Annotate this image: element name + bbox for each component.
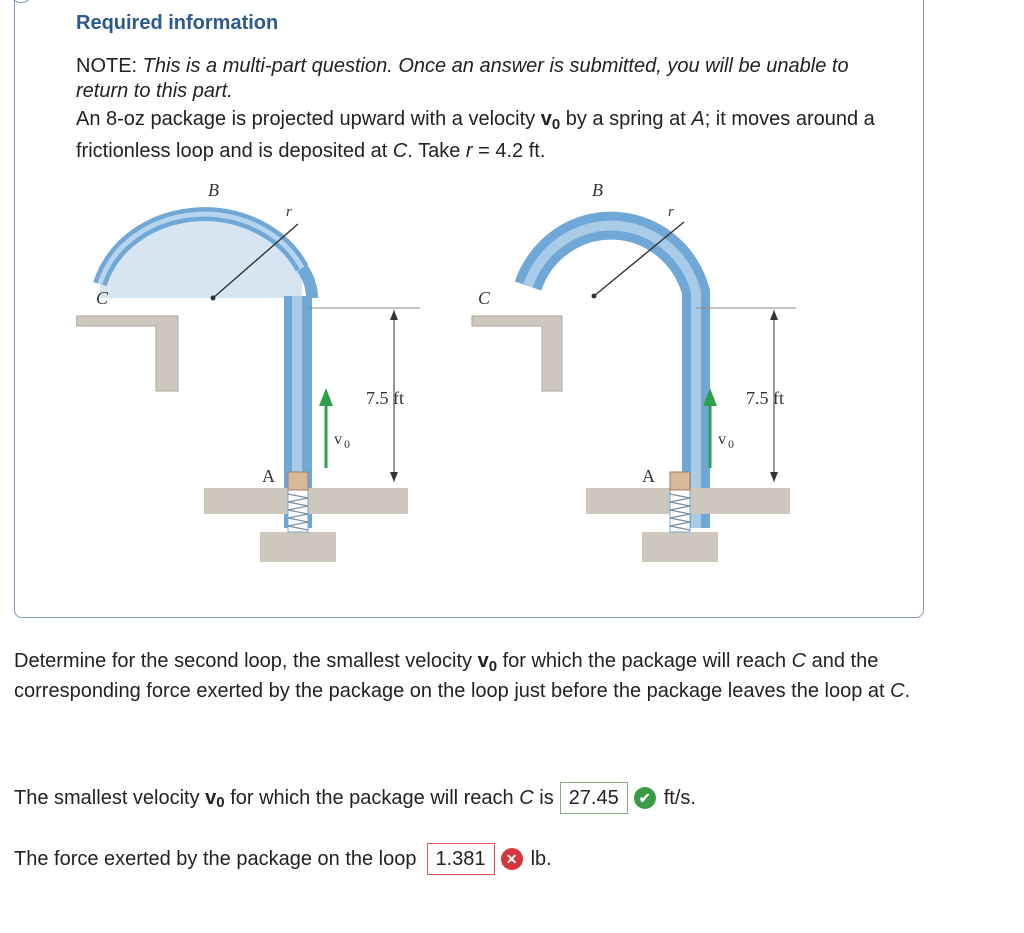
note-italic: This is a multi-part question. Once an answer is submitted, you will be unable to return to this part. xyxy=(76,55,849,102)
question-point-c-2: C xyxy=(890,680,905,702)
second-label-v: v xyxy=(718,431,726,448)
label-v: v xyxy=(334,431,342,448)
height-label: 7.5 ft xyxy=(366,388,404,408)
second-label-c: C xyxy=(478,288,491,308)
problem-text-4: . Take xyxy=(407,140,466,162)
collapse-circle-icon xyxy=(9,0,33,3)
ledge-c xyxy=(76,316,178,391)
second-base xyxy=(642,532,718,562)
velocity-subscript: 0 xyxy=(551,116,561,133)
second-loop-diagram xyxy=(472,180,796,562)
note-text xyxy=(76,54,876,104)
problem-statement xyxy=(76,104,896,167)
force-prompt: The force exerted by the package on the loop xyxy=(14,847,417,870)
second-package xyxy=(670,472,690,490)
problem-text-5: = 4.2 ft. xyxy=(472,140,546,162)
note-prefix: NOTE: xyxy=(76,55,143,77)
second-label-v-sub: 0 xyxy=(728,437,734,451)
answer-velocity-symbol: v xyxy=(205,786,217,809)
answer-point-c: C xyxy=(519,786,534,809)
force-unit: lb. xyxy=(530,847,552,870)
question-point-c: C xyxy=(791,650,807,672)
point-a: A xyxy=(691,108,705,130)
second-label-b: B xyxy=(592,180,603,200)
question-velocity-symbol: v xyxy=(477,650,489,672)
question-text-2: for which the package will reach xyxy=(497,650,792,672)
problem-text-1: An 8-oz package is projected upward with a velocity xyxy=(76,108,541,130)
question-text-4: . xyxy=(904,680,911,702)
velocity-answer-field[interactable]: 27.45 xyxy=(560,782,628,814)
second-ledge-c xyxy=(472,316,562,391)
velocity-unit: ft/s. xyxy=(663,786,696,809)
second-height-label: 7.5 ft xyxy=(746,388,784,408)
label-c: C xyxy=(96,288,109,308)
velocity-prompt-2: for which the package will reach xyxy=(224,786,520,809)
velocity-prompt-3: is xyxy=(533,786,554,809)
answer-velocity-subscript: 0 xyxy=(216,793,225,811)
second-label-r: r xyxy=(668,204,674,220)
loop-figure xyxy=(76,176,836,568)
first-loop-diagram xyxy=(76,180,420,562)
required-information-title: Required information xyxy=(76,12,279,34)
force-answer-field[interactable]: 1.381 xyxy=(427,843,495,875)
question-text-1: Determine for the second loop, the smallest velocity xyxy=(14,650,478,672)
velocity-answer-row xyxy=(14,782,696,814)
label-b: B xyxy=(208,180,219,200)
label-r: r xyxy=(286,204,292,220)
question-text xyxy=(14,647,974,705)
force-answer-row xyxy=(14,843,552,875)
velocity-symbol: v xyxy=(540,108,552,130)
second-label-a: A xyxy=(642,466,655,486)
label-a: A xyxy=(262,466,275,486)
question-text-3: and the corresponding force exerted by the package on the loop just before the package leaves the loop at xyxy=(14,650,891,702)
velocity-prompt-1: The smallest velocity xyxy=(14,786,206,809)
label-v-sub: 0 xyxy=(344,437,350,451)
radius-symbol: r xyxy=(465,140,473,162)
question-velocity-subscript: 0 xyxy=(488,658,498,675)
point-c: C xyxy=(392,140,408,162)
problem-text-3: ; it moves around a frictionless loop and is deposited at xyxy=(76,108,875,162)
base xyxy=(260,532,336,562)
check-icon: ✔ xyxy=(634,787,656,809)
package xyxy=(288,472,308,490)
problem-text-2: by a spring at xyxy=(560,108,692,130)
x-icon: ✕ xyxy=(501,848,523,870)
